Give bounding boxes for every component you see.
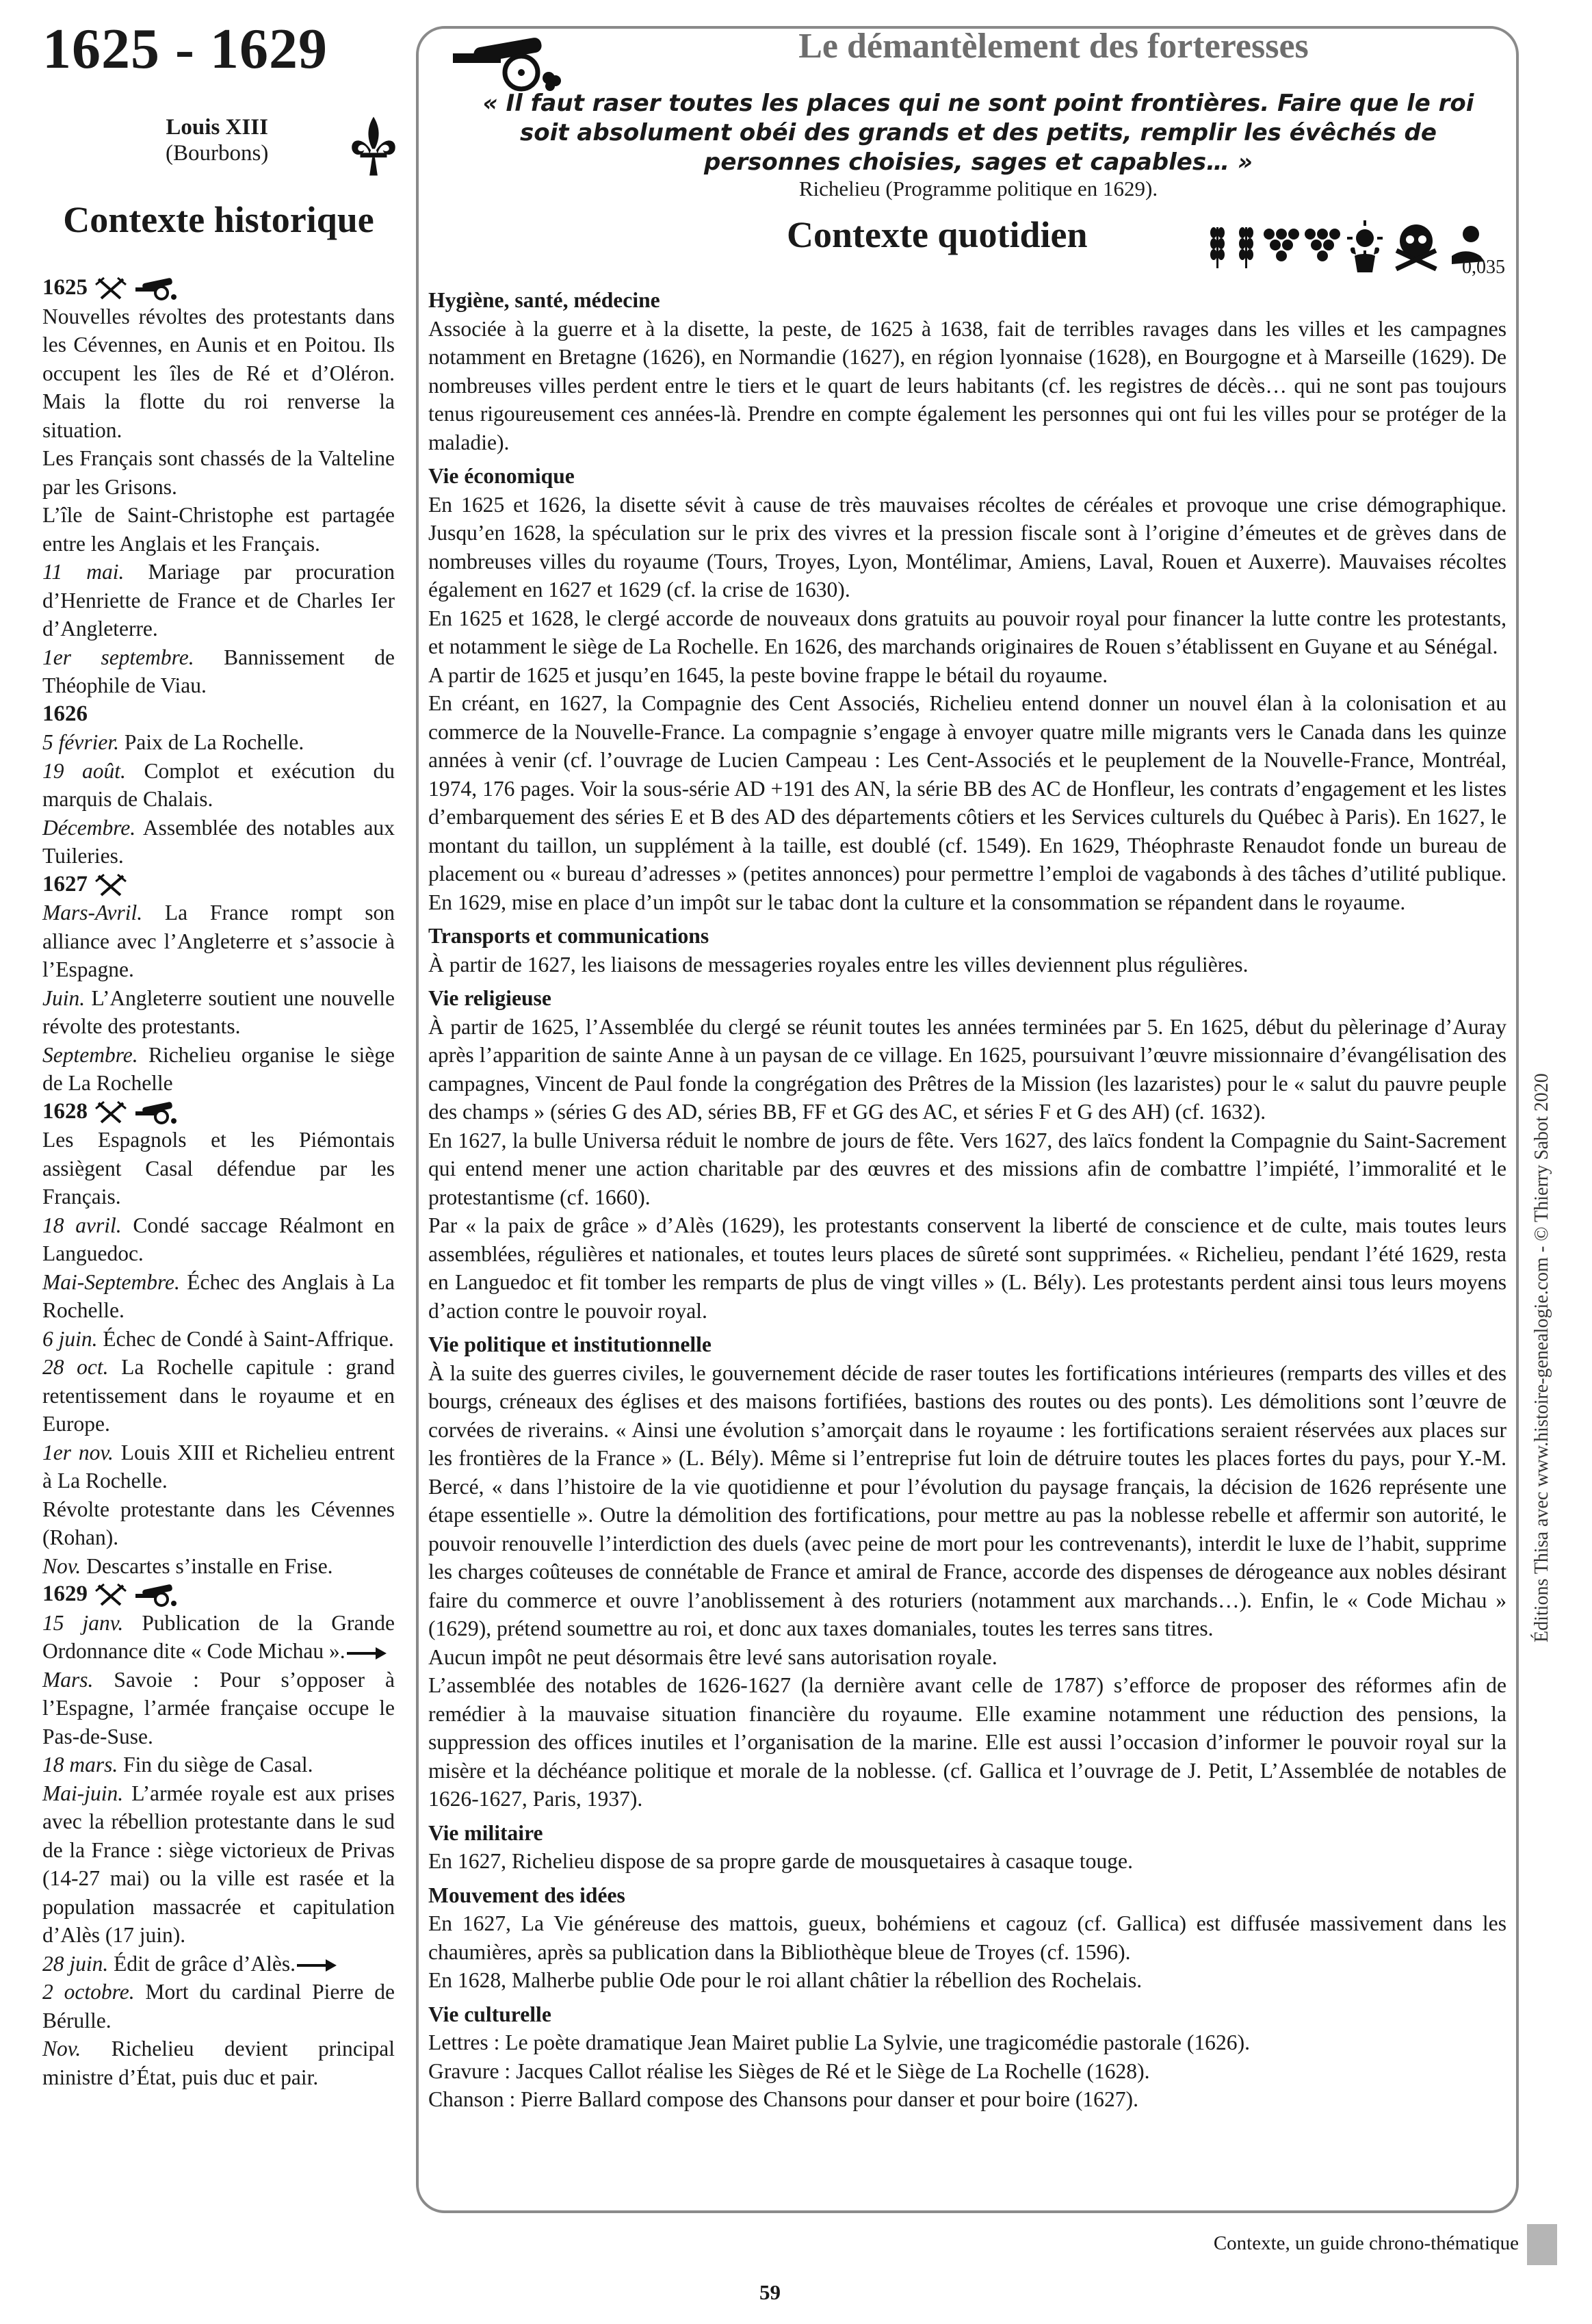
section-paragraph: En 1627, Richelieu dispose de sa propre garde de mousquetaires à casaque touge. — [428, 1849, 1133, 1873]
crossed-swords-icon — [94, 870, 127, 899]
year-label: 1628 — [42, 1098, 88, 1124]
section-heading: Vie économique — [428, 464, 575, 488]
fleur-de-lis-icon — [347, 115, 400, 180]
section-paragraph: En créant, en 1627, la Compagnie des Cent Associés, Richelieu entend donner un nouvel élan à la colonisation et au commerce de la Nouvelle-France. La compagnie s’engage à envoyer quatre mille migrants vers le Canada dans les quinze années à venir (cf. l’ouvrage de Lucien Campeau : Les Cent-Associés et le peuplement de la Nouvelle-France, Montréal, 1974, 176 pages. Voir la sous-série AD +191 des AN, la série BB des AC de Honfleur, les contrats d’engagement et les listes d’embarquement des séries E et B des AD des départements côtiers et les Services culturels du Québec à Paris). En 1627, le montant du taillon, un supplément à la taille, est doublé (cf. 1549). En 1629, Théophraste Renaudot fonde un bureau de placement ou « bureau d’adresses » (petites annonces) pour permettre l’emploi de vagabonds à des tâches d’utilité publique. En 1629, mise en place d’un impôt sur le tabac dont la culture et la consommation se répandent dans le royaume. — [428, 691, 1506, 914]
page-number: 59 — [759, 2280, 781, 2304]
grapes-icon — [1305, 229, 1340, 261]
left-column — [42, 19, 395, 2277]
entry-date: 28 juin. — [42, 1951, 109, 1976]
entry-text: Révolte protestante dans les Cévennes (Rohan). — [42, 1497, 395, 1549]
section-heading: Transports et communications — [428, 924, 709, 948]
timeline-entry — [42, 1495, 395, 1552]
daily-context-body — [428, 286, 1506, 2119]
entry-text: La France rompt son alliance avec l’Angleterre et s’associe à l’Espagne. — [42, 901, 395, 981]
timeline-entry — [42, 728, 395, 757]
entry-text: Condé saccage Réalmont en Languedoc. — [42, 1213, 395, 1265]
entry-text: Fin du siège de Casal. — [123, 1753, 313, 1777]
entry-text: Nouvelles révoltes des protestants dans les Cévennes, en Aunis et en Poitou. Ils occupent les îles de Ré et d’Oléron. Mais la flotte du roi renverse la situation. — [42, 304, 395, 442]
section-heading: Vie culturelle — [428, 2002, 551, 2026]
entry-text: Mort du cardinal Pierre de Bérulle. — [42, 1980, 395, 2032]
ruler-block — [166, 115, 268, 167]
historical-context-heading: Contexte historique — [63, 199, 374, 240]
entry-date: Mars. — [42, 1667, 94, 1692]
crossed-swords-icon — [94, 1098, 127, 1126]
section-heading: Mouvement des idées — [428, 1883, 625, 1907]
section-paragraph: Gravure : Jacques Callot réalise les Sièges de Ré et le Siège de La Rochelle (1628). — [428, 2058, 1150, 2083]
entry-text: L’armée royale est aux prises avec la rébellion protestante dans le sud de la France : siège victorieux de Privas (14-27 mai) ou la ville est rasée et la population massacrée et capitulation d’Alès (17 juin). — [42, 1781, 395, 1947]
cannon-icon — [134, 1580, 178, 1609]
section-paragraph: Aucun impôt ne peut désormais être levé sans autorisation royale. — [428, 1644, 997, 1669]
timeline-entry — [42, 643, 395, 700]
entry-date: 15 janv. — [42, 1610, 124, 1635]
timeline-entry — [42, 1552, 395, 1581]
ruler-name: Louis XIII — [166, 115, 268, 140]
entry-text: Savoie : Pour s’opposer à l’Espagne, l’armée française occupe le Pas-de-Suse. — [42, 1667, 395, 1748]
entry-date: 1er nov. — [42, 1440, 114, 1464]
section — [428, 1330, 1506, 1813]
panel-title: Le démantèlement des forteresses — [798, 27, 1309, 66]
entry-date: Décembre. — [42, 815, 136, 840]
wheat-icon — [1210, 227, 1225, 268]
timeline-entry — [42, 1779, 395, 1950]
entry-date: Mai-juin. — [42, 1781, 124, 1805]
timeline-entry — [42, 899, 395, 984]
timeline-entry — [42, 1211, 395, 1268]
timeline-entry — [42, 302, 395, 445]
entry-date: 11 mai. — [42, 560, 125, 584]
timeline-entry — [42, 2035, 395, 2091]
entry-text: Louis XIII et Richelieu entrent à La Rochelle. — [42, 1440, 395, 1493]
section — [428, 462, 1506, 916]
timeline — [42, 274, 395, 2091]
timeline-entry — [42, 1353, 395, 1438]
entry-date: Nov. — [42, 1553, 81, 1578]
entry-text: Échec des Anglais à La Rochelle. — [42, 1269, 395, 1322]
guide-footer: Contexte, un guide chrono-thématique — [1213, 2232, 1519, 2254]
timeline-entry — [42, 501, 395, 558]
section-heading: Vie politique et institutionnelle — [428, 1332, 712, 1356]
entry-text: La Rochelle capitule : grand retentissement dans le royaume et en Europe. — [42, 1355, 395, 1436]
year-heading-1627 — [42, 870, 395, 899]
section — [428, 1881, 1506, 1995]
year-label: 1629 — [42, 1581, 88, 1606]
quote-source: Richelieu (Programme politique en 1629). — [798, 177, 1158, 201]
entry-text: Les Espagnols et les Piémontais assiègent Casal défendue par les Français. — [42, 1128, 395, 1209]
section-paragraph: Lettres : Le poète dramatique Jean Mairet publie La Sylvie, une tragicomédie pastorale (1626). — [428, 2030, 1250, 2054]
timeline-entry — [42, 1666, 395, 1751]
timeline-entry — [42, 1950, 395, 1978]
timeline-entry — [42, 1751, 395, 1779]
section-heading: Hygiène, santé, médecine — [428, 288, 660, 312]
entry-text: L’Angleterre soutient une nouvelle révolte des protestants. — [42, 985, 395, 1038]
timeline-entry — [42, 558, 395, 643]
timeline-entry — [42, 444, 395, 501]
entry-text: Édit de grâce d’Alès. — [114, 1951, 296, 1976]
section-paragraph: En 1628, Malherbe publie Ode pour le roi allant châtier la rébellion des Rochelais. — [428, 1968, 1143, 1992]
section-paragraph: En 1627, La Vie généreuse des mattois, gueux, bohémiens et cagouz (cf. Gallica) est diffusée massivement dans les chaumières, après sa publication dans la Bibliothèque bleue de Troyes (cf. 1596). — [428, 1911, 1506, 1964]
period-title: 1625 - 1629 — [42, 17, 328, 81]
arrow-right-icon — [296, 1952, 337, 1976]
entry-date: Septembre. — [42, 1042, 138, 1067]
entry-date: 2 octobre. — [42, 1980, 135, 2004]
year-heading-1626 — [42, 700, 395, 729]
section-paragraph: Chanson : Pierre Ballard compose des Chansons pour danser et pour boire (1627). — [428, 2087, 1138, 2111]
entry-date: 5 février. — [42, 730, 119, 754]
timeline-entry — [42, 1978, 395, 2035]
richelieu-quote: « Il faut raser toutes les places qui ne sont point frontières. Faire que le roi soit absolument obéi des grands et des petits, remplir les évêchés de personnes choisies, sages et capables… » — [482, 90, 1474, 176]
section — [428, 922, 1506, 979]
entry-date: 18 avril. — [42, 1213, 122, 1237]
entry-text: Complot et exécution du marquis de Chalais. — [42, 758, 395, 811]
section-paragraph: L’assemblée des notables de 1626-1627 (la dernière avant celle de 1787) s’efforce de proposer des réformes afin de remédier à la mauvaise situation financière du royaume. Elle examine notamment une réduction des pensions, la suppression des offices inutiles et l’organisation de la marine. Elle est aussi l’occasion d’informer le pouvoir royal sur la misère et la déchéance politique et morale de la noblesse. (cf. Gallica et l’ouvrage de J. Petit, L’Assemblée de notables de 1626-1627, Paris, 1937). — [428, 1673, 1506, 1811]
grapes-icon — [1264, 229, 1299, 261]
entry-text: Assemblée des notables aux Tuileries. — [42, 815, 395, 868]
entry-date: 28 oct. — [42, 1355, 109, 1379]
entry-date: Mai-Septembre. — [42, 1269, 180, 1294]
timeline-entry — [42, 1609, 395, 1666]
cannon-icon — [134, 274, 178, 302]
timeline-entry — [42, 814, 395, 870]
section-paragraph: À partir de 1625, l’Assemblée du clergé se réunit toutes les années terminées par 5. En 1625, début du pèlerinage d’Auray après l’apparition de sainte Anne à un paysan de ce village. En 1625, poursuivant l’œuvre missionnaire d’évangélisation des campagnes, Vincent de Paul fonde la congrégation des Prêtres de la Mission (les lazaristes) pour le « salut du pauvre peuple des champs » (séries G des AD, séries BB, FF et GG des AC, et séries F et G des AH) (cf. 1632). — [428, 1014, 1506, 1124]
entry-date: Juin. — [42, 985, 86, 1010]
crossed-swords-icon — [94, 1580, 127, 1609]
entry-date: 19 août. — [42, 758, 126, 783]
year-label: 1626 — [42, 701, 88, 726]
year-label: 1627 — [42, 871, 88, 896]
timeline-entry — [42, 984, 395, 1041]
section-paragraph: Par « la paix de grâce » d’Alès (1629), les protestants conservent la liberté de conscience et de culte, mais toutes leurs assemblées, régulières et nationales, et toutes leurs places de sûreté sont supprimées. « Richelieu, pendant l’été 1629, resta en Languedoc et fit tomber les remparts de plus de vingt villes » (L. Bély). Les protestants perdent ainsi tous leurs moyens d’action contre le pouvoir royal. — [428, 1213, 1506, 1323]
section-paragraph: A partir de 1625 et jusqu’en 1645, la peste bovine frappe le bétail du royaume. — [428, 662, 1108, 687]
year-label: 1625 — [42, 275, 88, 300]
entry-date: 6 juin. — [42, 1326, 98, 1351]
entry-text: Richelieu organise le siège de La Rochelle — [42, 1042, 395, 1095]
year-heading-1628 — [42, 1098, 395, 1126]
skull-crossbones-icon — [1395, 224, 1437, 271]
cannon-icon — [446, 30, 562, 92]
timeline-entry — [42, 757, 395, 814]
timeline-entry — [42, 1438, 395, 1495]
section-paragraph: En 1627, la bulle Universa réduit le nombre de jours de fête. Vers 1627, des laïcs fondent la Compagnie du Saint-Sacrement qui entend mener une action charitable par des œuvres et des missions afin de combattre l’impiété, l’immoralité et le protestantisme (cf. 1660). — [428, 1128, 1506, 1209]
cannon-icon — [134, 1098, 178, 1126]
timeline-entry — [42, 1041, 395, 1098]
section-heading: Vie religieuse — [428, 986, 551, 1010]
section-paragraph: Associée à la guerre et à la disette, la peste, de 1625 à 1638, fait de terribles ravages dans les villes et les campagnes notamment en Bretagne (1626), en Normandie (1627), en région lyonnaise (1628), en Bourgogne et à Marseille (1629). De nombreuses villes perdent entre le tiers et le quart de leurs habitants (cf. les registres de décès… qui ne sont pas toujours tenus rigoureusement ces années-là. Prendre en compte également les personnes qui ont fui les villes pour se protéger de la maladie). — [428, 316, 1506, 454]
section-paragraph: En 1625 et 1626, la disette sévit à cause de très mauvaises récoltes de céréales et provoque une crise démographique. Jusqu’en 1628, la spéculation sur le prix des vivres et la pression fiscale sont à l’origine d’émeutes et de grèves dans de nombreuses villes du royaume (Tours, Troyes, Lyon, Montélimar, Amiens, Laval, Rouen et Auxerre). Mauvaises récoltes également en 1627 et 1629 (cf. la crise de 1630). — [428, 492, 1506, 602]
section-paragraph: En 1625 et 1628, le clergé accorde de nouveaux dons gratuits au pouvoir royal pour financer la lutte contre les protestants, et notamment le siège de La Rochelle. En 1626, des marchands originaires de Rouen s’établissent en Guyane et au Sénégal. — [428, 606, 1506, 658]
ruler-house: (Bourbons) — [166, 140, 269, 166]
entry-text: Mariage par procuration d’Henriette de France et de Charles Ier d’Angleterre. — [42, 560, 395, 641]
entry-text: Les Français sont chassés de la Valteline par les Grisons. — [42, 446, 395, 499]
entry-date: Mars-Avril. — [42, 901, 143, 925]
entry-text: Échec de Condé à Saint-Affrique. — [103, 1326, 394, 1351]
arrow-right-icon — [345, 1639, 387, 1663]
entry-text: Descartes s’installe en Frise. — [86, 1553, 333, 1578]
section — [428, 1819, 1506, 1876]
section — [428, 2000, 1506, 2114]
entry-text: Publication de la Grande Ordonnance dite « Code Michau ». — [42, 1610, 395, 1663]
year-heading-1629 — [42, 1580, 395, 1609]
section — [428, 984, 1506, 1325]
section-heading: Vie militaire — [428, 1820, 543, 1845]
section — [428, 286, 1506, 456]
timeline-entry — [42, 1325, 395, 1354]
timeline-entry — [42, 1126, 395, 1211]
publisher-credit: Éditions Thisa avec www.histoire-genealogie.com - © Thierry Sabot 2020 — [1531, 1073, 1552, 1642]
page-tab-marker — [1527, 2224, 1557, 2265]
crossed-swords-icon — [94, 274, 127, 302]
daily-context-heading: Contexte quotidien — [787, 214, 1088, 255]
entry-date: 18 mars. — [42, 1753, 118, 1777]
entry-date: 1er septembre. — [42, 645, 194, 669]
section-paragraph: À partir de 1627, les liaisons de messageries royales entre les villes deviennent plus régulières. — [428, 952, 1249, 977]
entry-text: Paix de La Rochelle. — [124, 730, 304, 754]
wheat-icon — [1239, 227, 1253, 268]
timeline-entry — [42, 1268, 395, 1325]
year-heading-1625 — [42, 274, 395, 302]
entry-text: Richelieu devient principal ministre d’État, puis duc et pair. — [42, 2037, 395, 2089]
indicator-value: 0,035 — [1462, 257, 1505, 278]
entry-date: Nov. — [42, 2037, 81, 2061]
section-paragraph: À la suite des guerres civiles, le gouvernement décide de raser toutes les fortifications intérieures (remparts des villes et des bourgs, créneaux des églises et des maisons fortifiées, bastions des routes ou des ponts). Les démolitions sont l’œuvre de corvées de riverains. « Ainsi une évolution s’amorçait dans le royaume : les fortifications seraient réservées aux places sur les frontières de la France » (L. Bély). Même si l’entreprise fut loin de détruire toutes les places fortes du pays, pour Y.-M. Bercé, « dans l’histoire de la vie quotidienne et pour l’évolution du paysage français, la décision de 1626 représente une étape essentielle ». Outre la démolition des fortifications, pour mettre au pas la noblesse rebelle et affermir son autorité, le pouvoir renouvelle l’interdiction des duels (avec peine de mort pour les contrevenants), interdit le luxe de l’habit, supprime les charges coûteuses de connétable de France et amiral de France, accorde des dispenses de dérogeance aux nobles désirant faire du commerce et ouvre l’anoblissement à des roturiers (notamment aux marchands…). Enfin, le « Code Michau » (1629), prétend soumettre au roi, et donc aux taxes domaniales, toutes les terres sans titres. — [428, 1360, 1506, 1640]
entry-text: Bannissement de Théophile de Viau. — [42, 645, 395, 697]
entry-text: L’île de Saint-Christophe est partagée entre les Anglais et les Français. — [42, 503, 395, 556]
